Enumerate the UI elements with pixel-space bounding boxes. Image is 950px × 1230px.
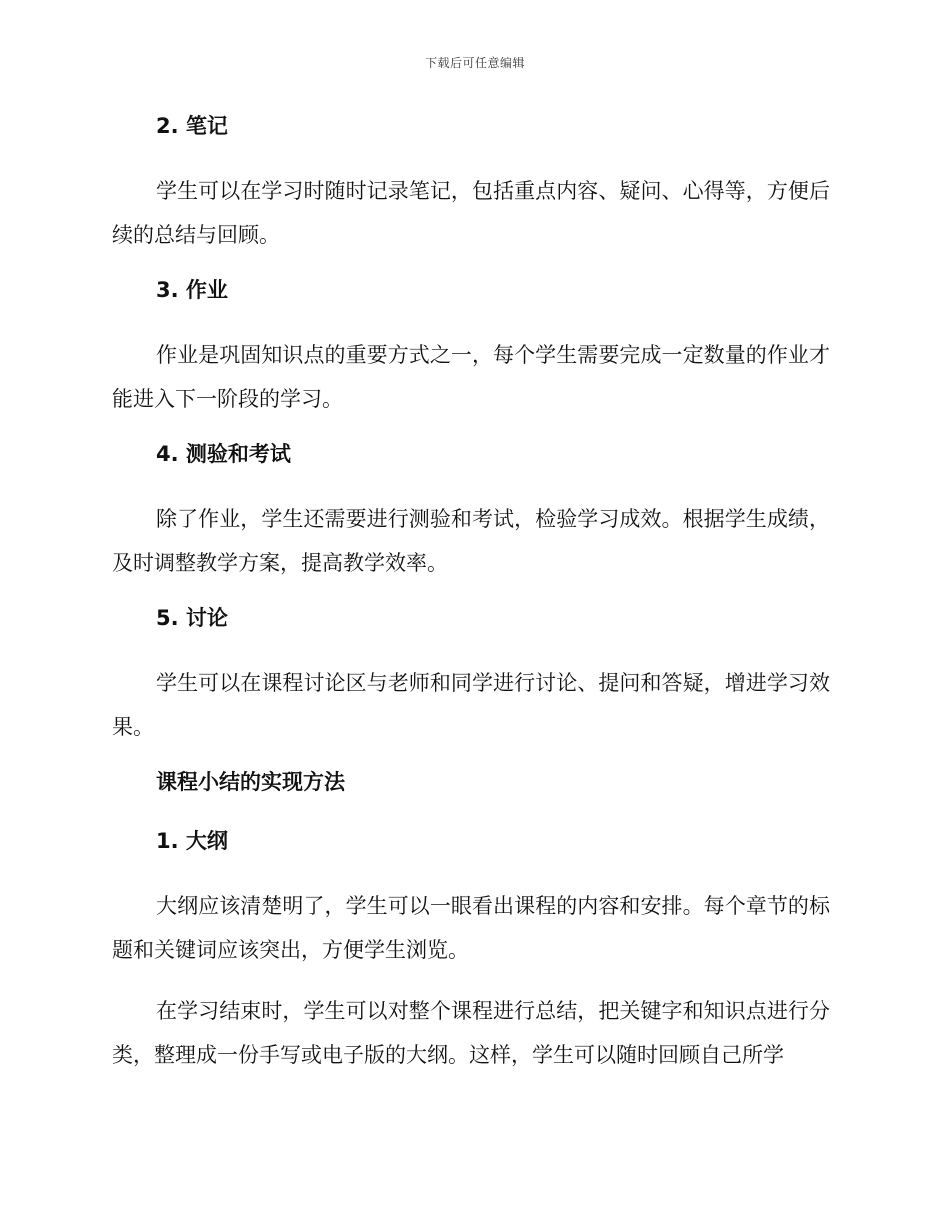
paragraph-homework: 作业是巩固知识点的重要方式之一，每个学生需要完成一定数量的作业才能进入下一阶段的学习。 [112,343,830,411]
section-heading-discussion: 5. 讨论 [156,606,228,630]
document-body [112,110,830,1094]
paragraph-outline: 大纲应该清楚明了，学生可以一眼看出课程的内容和安排。每个章节的标题和关键词应该突出，方便学生浏览。 [112,894,830,962]
section-heading-homework: 3. 作业 [156,278,228,302]
paragraph-notes: 学生可以在学习时随时记录笔记，包括重点内容、疑问、心得等，方便后续的总结与回顾。 [112,179,830,247]
section-heading-quiz-exam: 4. 测验和考试 [156,442,291,466]
paragraph-quiz-exam: 除了作业，学生还需要进行测验和考试，检验学习成效。根据学生成绩，及时调整教学方案，提高教学效率。 [112,507,830,575]
section-heading-outline: 1. 大纲 [156,829,228,853]
paragraph-outline-summary: 在学习结束时，学生可以对整个课程进行总结，把关键字和知识点进行分类，整理成一份手写或电子版的大纲。这样，学生可以随时回顾自己所学 [112,999,830,1067]
page-header: 下载后可任意编辑 [424,56,525,70]
section-heading-summary-methods: 课程小结的实现方法 [156,770,345,794]
section-heading-notes: 2. 笔记 [156,114,228,138]
paragraph-discussion: 学生可以在课程讨论区与老师和同学进行讨论、提问和答疑，增进学习效果。 [112,671,830,739]
